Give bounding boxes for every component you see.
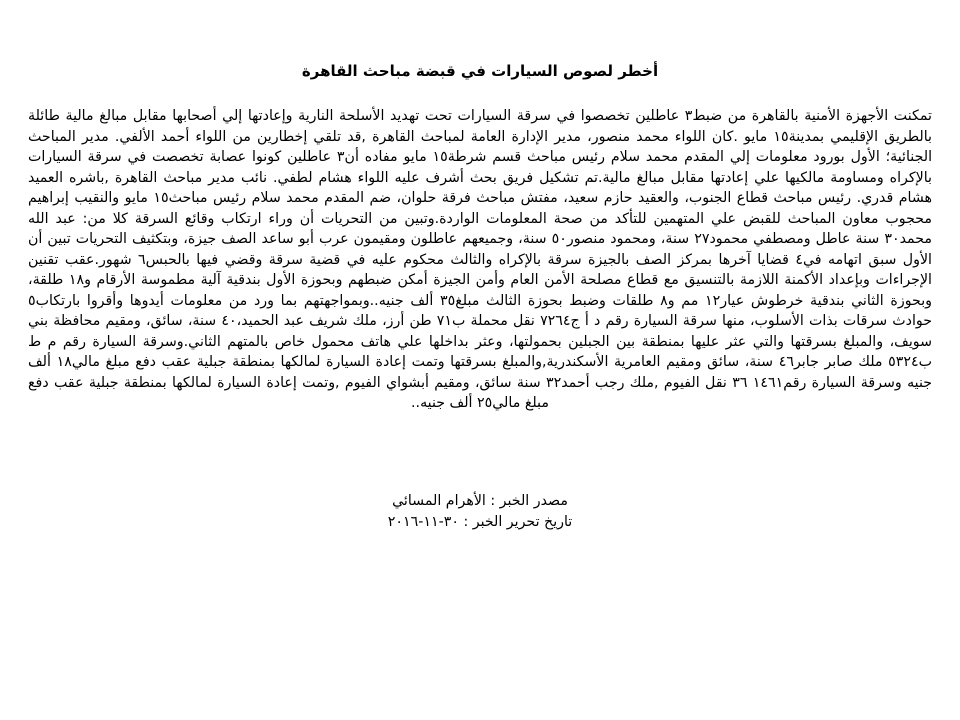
article-body: تمكنت الأجهزة الأمنية بالقاهرة من ضبط٣ عاطلين تخصصوا في سرقة السيارات تحت تهديد الأسلحة النارية وإعادتها إلي أصحابها مقابل مبالغ مالية طائلة بالطريق الإقليمي بمدينة١٥ مايو .كان اللواء محمد منصور، مدير الإدارة العامة لمباحث القاهرة ,قد تلقي إخطارين من اللواء أحمد الألفي. مدير المباحث الجنائية؛ الأول بورود معلومات إلي المقدم محمد سلام رئيس مباحث قسم شرطة١٥ مايو مفاده أن٣ عاطلين كونوا عصابة تخصصت في سرقة السيارات بالإكراه ومساومة مالكيها علي إعادتها مقابل مبالغ مالية.تم تشكيل فريق بحث أشرف عليه اللواء هشام لطفي. نائب مدير مباحث القاهرة ,باشره العميد هشام قدري. رئيس مباحث قطاع الجنوب، والعقيد حازم سعيد، مفتش مباحث فرقة حلوان، ضم المقدم محمد سلام رئيس مباحث١٥ مايو والنقيب إبراهيم محجوب معاون المباحث للقبض علي المتهمين للتأكد من صحة المعلومات الواردة.وتبين من التحريات أن وراء ارتكاب وقائع السرقة كلا من: عبد الله محمد٣٠ سنة عاطل ومصطفي محمود٢٧ سنة، ومحمود منصور٥٠ سنة، وجميعهم عاطلون ومقيمون عرب أبو ساعد الصف جيزة، وبتكثيف التحريات تبين أن الأول سبق اتهامه في٤ قضايا آخرها بمركز الصف بالجيزة سرقة بالإكراه والثالث محكوم عليه في قضية سرقة وقضي فيها بالحبس٦ شهور.عقب تقنين الإجراءات وبإعداد الأكمنة اللازمة بالتنسيق مع قطاع مصلحة الأمن العام وأمن الجيزة أمكن ضبطهم وبحوزة الأول بندقية آلية مطموسة الأرقام و١٨ طلقة، وبحوزة الثاني بندقية خرطوش عيار١٢ مم و٨ طلقات وضبط بحوزة الثالث مبلغ٣٥ ألف جنيه..وبمواجهتهم بما ورد من معلومات أيدوها وأقروا بارتكاب٥ حوادث سرقات بذات الأسلوب، منها سرقة السيارة رقم د أ ج٧٢٦٤ نقل محملة ب٧١ طن أرز، ملك شريف عبد الحميد،٤٠ سنة، سائق، ومقيم محافظة بني سويف، والمبلغ بسرقتها والتي عثر عليها بمنطقة بين الجبلين بحمولتها، وعثر بداخلها علي هاتف محمول خاص بالمتهم الثاني.وسرقة السيارة رقم م ط ب٥٣٢٤ ملك صابر جابر٤٦ سنة، سائق ومقيم العامرية الأسكندرية,والمبلغ بسرقتها وتمت إعادة السيارة لمالكها بمنطقة جبلية عقب دفع مبلغ مالي١٨ ألف جنيه وسرقة السيارة رقم١٤٦١ ٣٦ نقل الفيوم ,ملك رجب أحمد٣٢ سنة سائق، ومقيم أبشواي الفيوم ,وتمت إعادة السيارة لمالكها بمنطقة جبلية عقب دفع مبلغ مالي٢٥ ألف جنيه.. [28,108,933,411]
article-source: مصدر الخبر : الأهرام المسائي [392,493,568,509]
article-date: تاريخ تحرير الخبر : ٣٠-١١-٢٠١٦ [387,514,573,530]
article-headline: أخطر لصوص السيارات في قبضة مباحث القاهرة [301,62,659,80]
